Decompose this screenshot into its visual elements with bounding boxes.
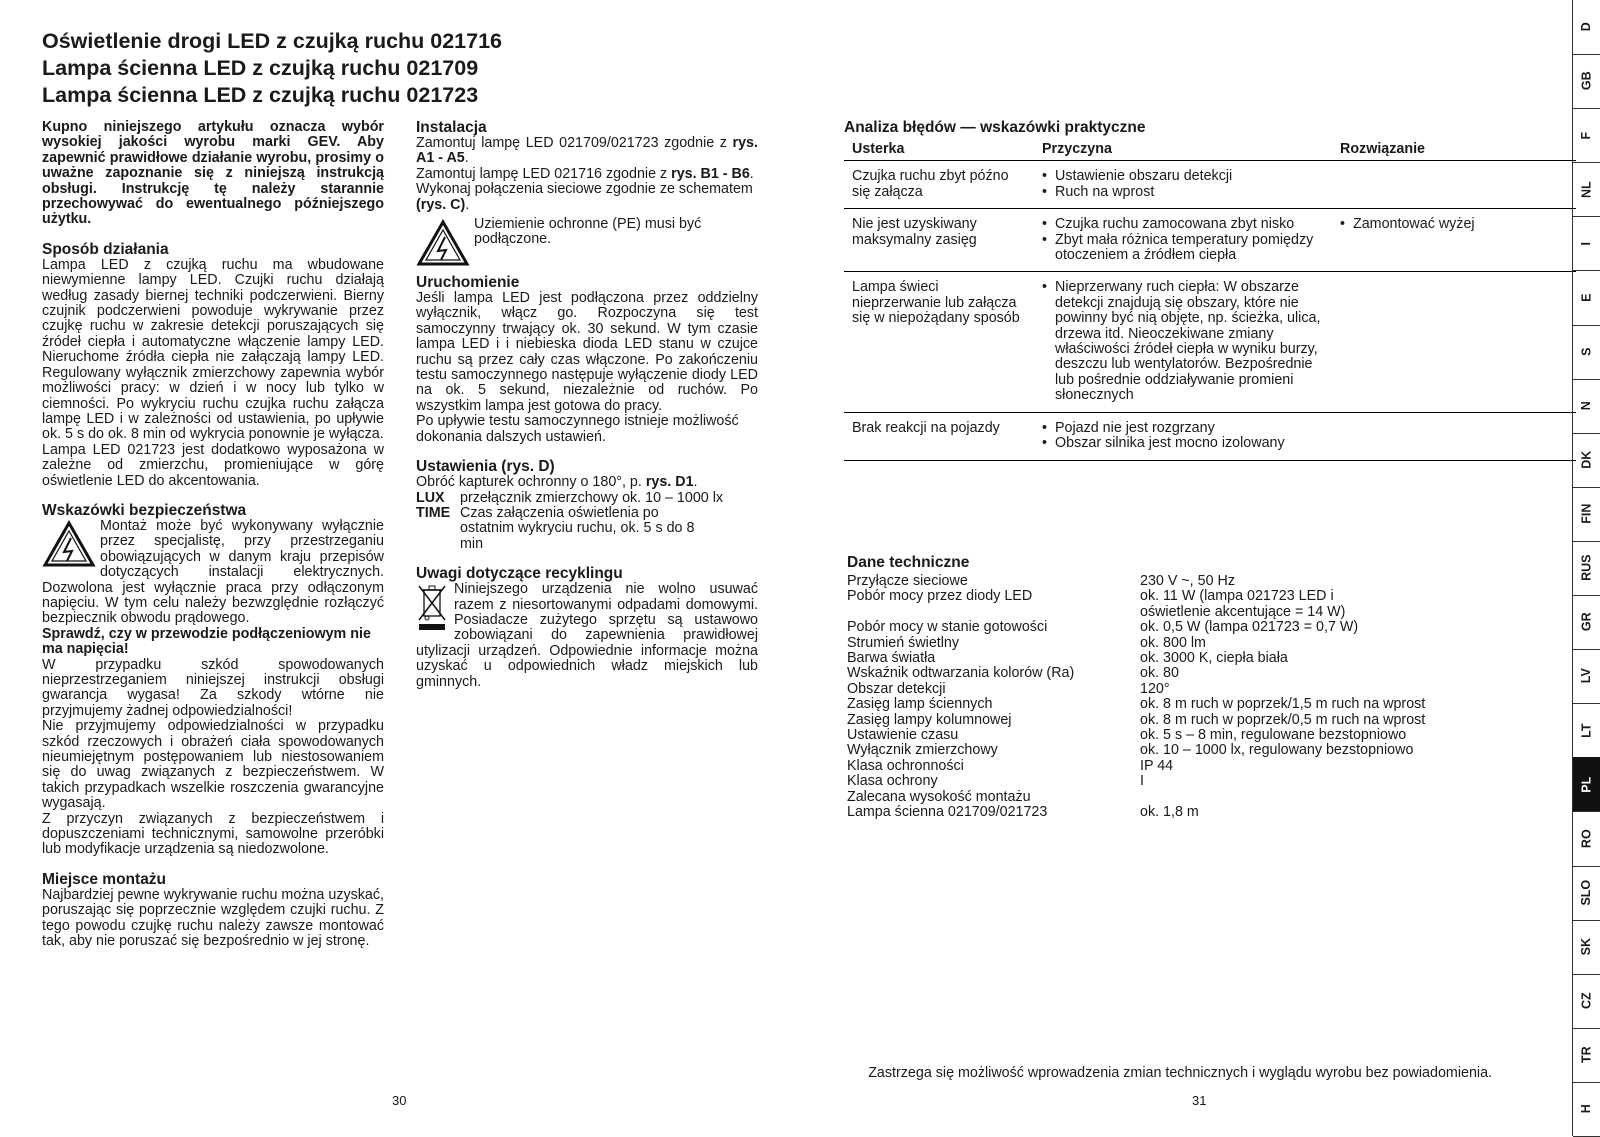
lang-tab-label: PL [1579, 776, 1594, 793]
tech-key: Zalecana wysokość montażu [847, 788, 1031, 805]
table-row [844, 272, 1576, 412]
lang-tab-f[interactable] [1573, 108, 1600, 163]
fix-cell [1332, 412, 1576, 460]
fault-cell: Brak reakcji na pojazdy [844, 412, 1034, 460]
tech-title: Dane techniczne [847, 554, 970, 571]
tech-row [847, 774, 1447, 789]
title-line-2: Lampa ścienna LED z czujką ruchu 021709 [42, 56, 479, 80]
tech-value: ok. 8 m ruch w poprzek/1,5 m ruch na wprost [1140, 696, 1426, 713]
tech-row [847, 589, 1447, 620]
lang-tab-label: LT [1579, 723, 1594, 738]
cause-cell [1034, 272, 1332, 412]
lang-tab-label: GB [1579, 71, 1594, 91]
cause-cell [1034, 209, 1332, 272]
fix-cell [1332, 272, 1576, 412]
tech-value: ok. 0,5 W (lampa 021723 = 0,7 W) [1140, 619, 1359, 636]
fault-cell: Lampa świeci nieprzerwanie lub załącza się w niepożądany sposób [844, 272, 1034, 412]
page-number-right: 31 [1192, 1093, 1207, 1108]
lang-tab-lt[interactable] [1573, 703, 1600, 758]
tech-value: ok. 80 [1140, 665, 1179, 682]
lang-tab-h[interactable] [1573, 1082, 1600, 1137]
ust-line-ref: rys. D1 [645, 474, 694, 491]
tech-value: ok. 3000 K, ciepła biała [1140, 650, 1288, 667]
inst-line-3-text: Wykonaj połączenia sieciowe zgodnie ze schematem [416, 181, 753, 198]
lang-tab-label: FIN [1579, 503, 1594, 524]
lang-tab-slo[interactable] [1573, 866, 1600, 921]
lux-row [416, 491, 758, 506]
inst-line-1-text: Zamontuj lampę LED 021709/021723 zgodnie z [416, 135, 733, 151]
warning-triangle-icon [416, 219, 470, 267]
middle-column [416, 120, 758, 690]
tech-value: 120° [1140, 680, 1170, 697]
cause-cell [1034, 161, 1332, 209]
lang-tab-sk[interactable] [1573, 920, 1600, 975]
tech-row [847, 636, 1447, 651]
tech-value: IP 44 [1140, 757, 1174, 774]
safety-text-2: W przypadku szkód spowodowanych nieprzestrzeganiem niniejszej instrukcji obsługi gwarancja wygasa! Za szkody wtórne nie przyjmujemy żadnej odpowiedzialności! [42, 656, 384, 719]
inst-heading: Instalacja [416, 119, 487, 136]
tech-key: Barwa światła [847, 650, 936, 667]
lang-tab-label: F [1579, 131, 1594, 140]
safety-block [42, 519, 384, 627]
lang-tab-label: SK [1579, 937, 1594, 956]
lang-tab-label: E [1579, 293, 1594, 302]
tech-value: ok. 11 W (lampa 021723 LED i oświetlenie akcentujące = 14 W) [1140, 588, 1346, 620]
lux-value: przełącznik zmierzchowy ok. 10 – 1000 lx [460, 489, 724, 506]
tech-value: ok. 1,8 m [1140, 804, 1199, 821]
safety-heading: Wskazówki bezpieczeństwa [42, 501, 247, 519]
tech-key: Ustawienie czasu [847, 727, 959, 744]
tech-value: ok. 800 lm [1140, 634, 1206, 651]
crossed-bin-icon [416, 582, 448, 632]
lang-tab-nl[interactable] [1573, 162, 1600, 217]
col-header-fault: Usterka [844, 138, 1034, 161]
intro-text: Kupno niniejszego artykułu oznacza wybór wysokiej jakości wyrobu marki GEV. Aby zapewnić prawidłowe działanie wyrobu, prosimy o uważne zapoznanie się z niniejszą instrukcją obsługi. Instrukcję tę należy starannie przechowywać do ewentualnego późniejszego użytku. [42, 119, 384, 228]
lang-tab-dk[interactable] [1573, 433, 1600, 488]
tech-row [847, 728, 1447, 743]
lang-tab-s[interactable] [1573, 325, 1600, 380]
error-table-header [844, 138, 1576, 161]
tech-value: ok. 8 m ruch w poprzek/0,5 m ruch na wprost [1140, 711, 1426, 728]
lang-tab-label: RO [1579, 829, 1594, 848]
lang-tab-label: I [1579, 241, 1594, 246]
tech-key: Lampa ścienna 021709/021723 [847, 804, 1048, 821]
sposob-text-2: Lampa LED 021723 jest dodatkowo wyposażona w zależne od zmierzchu, promieniujące w górę oświetlenie LED do akcentowania. [42, 441, 384, 489]
lang-tab-label: H [1579, 1104, 1594, 1114]
lang-tab-e[interactable] [1573, 270, 1600, 325]
inst-line-2-text: Zamontuj lampę LED 021716 zgodnie z [416, 165, 672, 182]
lang-tab-label: LV [1579, 668, 1594, 684]
fault-cell: Czujka ruchu zbyt późno się załącza [844, 161, 1034, 209]
pe-note-row [416, 217, 758, 267]
inst-line-1-ref: rys. A1 - A5 [416, 135, 758, 167]
fix-item: • Zamontować wyżej [1340, 217, 1568, 232]
error-table-title: Analiza błędów — wskazówki praktyczne [844, 119, 1146, 136]
cause-item: • Nieprzerwany ruch ciepła: W obszarze detekcji znajdują się obszary, które nie powinny być nią objęte, np. ścieżka, ulica, drzewa itd. Nieoczekiwane zmiany właściwości źródeł ciepła w wyniku burzy, deszczu lub wentylatorów. Bezpośrednie lub pośrednie oddziaływanie promieni słonecznych [1042, 280, 1324, 403]
tech-row [847, 697, 1447, 712]
tech-row [847, 743, 1447, 758]
tech-row [847, 620, 1447, 635]
rec-heading: Uwagi dotyczące recyklingu [416, 565, 623, 583]
tech-value: I [1140, 773, 1144, 790]
tech-row [847, 651, 1447, 666]
table-row [844, 412, 1576, 460]
col-header-fix: Rozwiązanie [1332, 138, 1576, 161]
tech-value [1140, 790, 1447, 805]
tech-key: Przyłącze sieciowe [847, 573, 968, 589]
table-row [844, 161, 1576, 209]
tech-key: Obszar detekcji [847, 680, 946, 697]
sposob-text: Lampa LED z czujką ruchu ma wbudowane niewymienne lampy LED. Czujki ruchu działają według zasady biernej techniki podczerwieni. Bierny czujnik podczerwieni powoduje wykrywanie przez czujkę ruchu w zakresie detekcji poruszających się źródeł ciepła i automatyczne włączenie lampy LED. Nieruchome źródła ciepła nie załączają lampy LED. Regulowany wyłącznik zmierzchowy zapewnia wybór możliwości pracy: w dzień i w nocy lub tylko w ciemności. Po wykryciu ruchu czujka ruchu załącza lampę LED i w zależności od ustawienia, po upływie ok. 5 s do ok. 8 min od wykrycia ponownie je wyłącza. [42, 256, 384, 443]
inst-line-1: Zamontuj lampę LED 021709/021723 zgodnie z rys. A1 - A5. [416, 135, 758, 167]
title-block [42, 28, 642, 109]
fix-cell [1332, 209, 1576, 272]
lang-tab-label: RUS [1579, 554, 1594, 582]
fault-cell: Nie jest uzyskiwany maksymalny zasięg [844, 209, 1034, 272]
time-row [416, 506, 758, 552]
lang-tab-ro[interactable] [1573, 811, 1600, 866]
lang-tab-label: NL [1579, 180, 1594, 198]
tech-key: Wyłącznik zmierzchowy [847, 742, 998, 759]
lang-tab-label: TR [1579, 1046, 1594, 1064]
time-key: TIME [416, 504, 451, 521]
lang-tab-pl[interactable] [1573, 757, 1600, 812]
cause-item: • Czujka ruchu zamocowana zbyt nisko [1042, 217, 1324, 232]
uruch-heading: Uruchomienie [416, 274, 520, 292]
tech-value: ok. 10 – 1000 lx, regulowany bezstopniowo [1140, 742, 1414, 759]
tech-row [847, 713, 1447, 728]
lang-tab-label: S [1579, 347, 1594, 356]
tech-value: ok. 5 s – 8 min, regulowane bezstopniowo [1140, 727, 1407, 744]
lang-tab-label: CZ [1579, 992, 1594, 1010]
inst-line-3-ref: (rys. C) [416, 196, 466, 213]
warning-triangle-icon [42, 520, 96, 568]
footer-note: Zastrzega się możliwość wprowadzenia zmian technicznych i wyglądu wyrobu bez powiadomienia. [868, 1065, 1492, 1081]
lang-tab-label: D [1579, 22, 1594, 32]
language-tabs [1572, 0, 1600, 1136]
col-header-cause: Przyczyna [1034, 138, 1332, 161]
error-table [844, 138, 1576, 461]
lang-tab-label: DK [1579, 450, 1594, 469]
safety-text-1: Montaż może być wykonywany wyłącznie przez specjalistę, przy przestrzeganiu obowiązujących w danym kraju przepisów dotyczących instalacji elektrycznych. Dozwolona jest wyłącznie praca przy odłączonym napięciu. W tym celu należy bezwzględnie rozłączyć bezpiecznik obwodu prądowego. [42, 517, 384, 627]
cause-item: • Obszar silnika jest mocno izolowany [1042, 436, 1324, 451]
lux-key: LUX [416, 489, 445, 506]
cause-item: • Zbyt mała różnica temperatury pomiędzy otoczeniem a źródłem ciepła [1042, 233, 1324, 264]
lang-tab-gr[interactable] [1573, 595, 1600, 650]
inst-line-2: Zamontuj lampę LED 021716 zgodnie z rys. B1 - B6. [416, 165, 754, 182]
inst-line-3: Wykonaj połączenia sieciowe zgodnie ze schematem (rys. C). [416, 181, 753, 213]
page-number-left: 30 [392, 1093, 407, 1108]
tech-key: Wskaźnik odtwarzania kolorów (Ra) [847, 665, 1075, 682]
ust-line-text: Obróć kapturek ochronny o 180°, p. [416, 474, 646, 491]
lang-tab-i[interactable] [1573, 216, 1600, 271]
rec-text: Niniejszego urządzenia nie wolno usuwać razem z niesortowanymi odpadami domowymi. Posiadacze zużytego sprzętu są ustawowo zobowiązani do zapewnienia prawidłowej utylizacji urządzeń. Odpowiednie informacje można uzyskać u odpowiednich władz miejskich lub gminnych. [416, 581, 758, 690]
lang-tab-label: N [1579, 401, 1594, 411]
lang-tab-fin[interactable] [1573, 487, 1600, 542]
miejsce-text: Najbardziej pewne wykrywanie ruchu można uzyskać, poruszając się poprzecznie względem czujki ruchu. Z tego powodu czujkę ruchu należy zawsze montować tak, aby nie poruszać się bezpośrednio w jej stronę. [42, 886, 384, 950]
table-row [844, 209, 1576, 272]
lang-tab-tr[interactable] [1573, 1028, 1600, 1083]
title-line-1: Oświetlenie drogi LED z czujką ruchu 021716 [42, 29, 503, 53]
tech-key: Zasięg lamp ściennych [847, 696, 993, 713]
rec-block [416, 582, 758, 690]
lang-tab-rus[interactable] [1573, 541, 1600, 596]
tech-row [847, 682, 1447, 697]
lang-tab-d[interactable] [1573, 0, 1600, 55]
tech-key: Klasa ochronności [847, 757, 964, 774]
ust-heading: Ustawienia (rys. D) [416, 458, 555, 476]
safety-text-4: Z przyczyn związanych z bezpieczeństwem i dopuszczeniami technicznymi, samowolne przeróbki lub modyfikacje urządzenia są niedozwolone. [42, 810, 384, 858]
left-column [42, 120, 384, 950]
tech-data [847, 574, 1447, 821]
lang-tab-label: SLO [1579, 879, 1594, 906]
title-line-3: Lampa ścienna LED z czujką ruchu 021723 [42, 83, 479, 107]
time-value: Czas załączenia oświetlenia po ostatnim wykryciu ruchu, ok. 5 s do 8 min [460, 504, 695, 552]
lang-tab-gb[interactable] [1573, 54, 1600, 109]
miejsce-heading: Miejsce montażu [42, 870, 167, 888]
sposob-heading: Sposób działania [42, 240, 169, 258]
cause-cell [1034, 412, 1332, 460]
uruch-text: Jeśli lampa LED jest podłączona przez oddzielny wyłącznik, włącz go. Rozpoczyna się test samoczynny trwający ok. 30 sekund. W tym czasie lampa LED i i niebieska dioda LED stanu w czujce ruchu są przez cały czas włączone. Po zakończeniu testu samoczynnego następuje wyłączenie diody LED na ok. 5 sekund, niezależnie od ruchów. Po wszystkim lampa jest gotowa do pracy. [416, 290, 758, 414]
lang-tab-cz[interactable] [1573, 974, 1600, 1029]
ust-line: Obróć kapturek ochronny o 180°, p. rys. D1. [416, 474, 698, 491]
safety-text-3: Nie przyjmujemy odpowiedzialności w przypadku szkód rzeczowych i obrażeń ciała spowodowanych nieumiejętnym postępowaniem lub niestosowaniem się do uwag związanych z bezpieczeństwem. W takich przypadkach wszelkie roszczenia gwarancyjne wygasają. [42, 718, 384, 812]
tech-key: Pobór mocy w stanie gotowości [847, 619, 1048, 636]
tech-row [847, 574, 1447, 589]
cause-item: • Ustawienie obszaru detekcji [1042, 169, 1324, 184]
pe-note: Uziemienie ochronne (PE) musi być podłączone. [474, 216, 702, 248]
fix-cell [1332, 161, 1576, 209]
tech-row [847, 666, 1447, 681]
tech-key: Klasa ochrony [847, 773, 938, 790]
cause-item: • Ruch na wprost [1042, 185, 1324, 200]
lang-tab-n[interactable] [1573, 379, 1600, 434]
tech-row [847, 805, 1447, 820]
safety-bold: Sprawdź, czy w przewodzie podłączeniowym nie ma napięcia! [42, 625, 371, 658]
uruch-text-2: Po upływie testu samoczynnego istnieje możliwość dokonania dalszych ustawień. [416, 413, 739, 445]
tech-key: Pobór mocy przez diody LED [847, 588, 1033, 605]
tech-value: 230 V ~, 50 Hz [1140, 573, 1235, 589]
cause-item: • Pojazd nie jest rozgrzany [1042, 421, 1324, 436]
inst-line-2-ref: rys. B1 - B6 [671, 165, 750, 182]
tech-row [847, 790, 1447, 805]
lang-tab-lv[interactable] [1573, 649, 1600, 704]
lang-tab-label: GR [1579, 612, 1594, 632]
tech-row [847, 759, 1447, 774]
tech-key: Zasięg lampy kolumnowej [847, 711, 1012, 728]
tech-key: Strumień świetlny [847, 634, 960, 651]
